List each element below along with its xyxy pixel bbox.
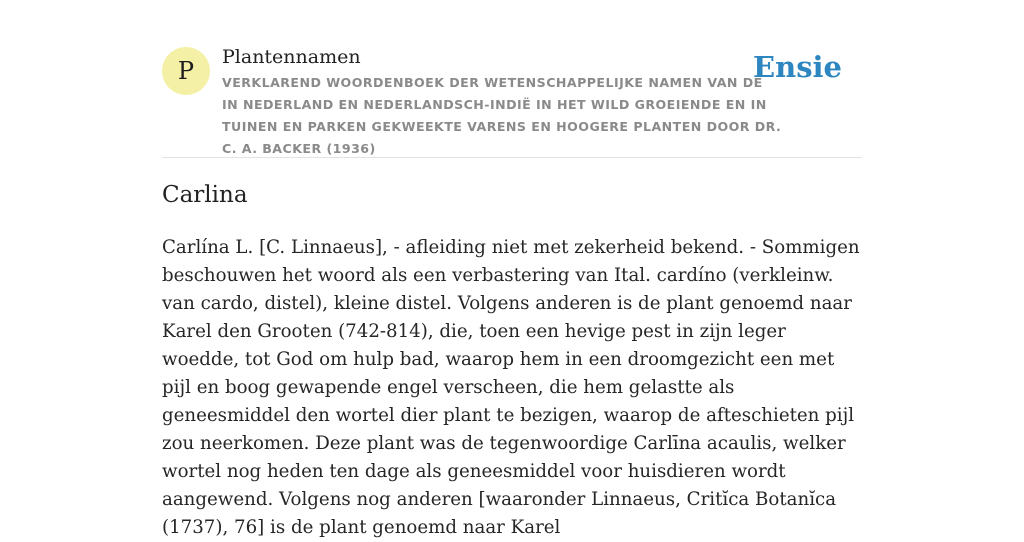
source-title-link[interactable]: Plantennamen (222, 46, 361, 68)
header-divider (162, 157, 862, 158)
entry-headword: Carlina (162, 182, 248, 208)
entry-definition: Carlína L. [C. Linnaeus], - afleiding niet met zekerheid bekend. - Sommigen beschouwen het woord als een verbastering van Ital. cardíno (verkleinw. van cardo, distel), kleine distel. Volgens anderen is de plant genoemd naar Karel den Grooten (742-814), die, toen een hevige pest in zijn leger woedde, tot God om hulp bad, waarop hem in een droomgezicht een met pijl en boog gewapende engel verscheen, die hem gelastte als geneesmiddel den wortel dier plant te bezigen, waarop de afteschieten pijl zou neerkomen. Deze plant was de tegenwoordige Carlīna acaulis, welker wortel nog heden ten dage als geneesmiddel voor huisdieren wordt aangewend. Volgens nog anderen [waaronder Linnaeus, Critĭca Botanĭca (1737), 76] is de plant genoemd naar Karel (162, 237, 860, 538)
source-description: VERKLAREND WOORDENBOEK DER WETENSCHAPPELIJKE NAMEN VAN DE IN NEDERLAND EN NEDERLANDSCH-INDIË IN HET WILD GROEIENDE EN IN TUINEN EN PARKEN GEKWEEKTE VARENS EN HOOGERE PLANTEN DOOR DR. C. A. BACKER (1936) (222, 75, 782, 156)
ensie-logo-link[interactable]: Ensie (753, 50, 842, 84)
source-avatar[interactable]: P (162, 47, 210, 95)
source-header (162, 44, 862, 156)
